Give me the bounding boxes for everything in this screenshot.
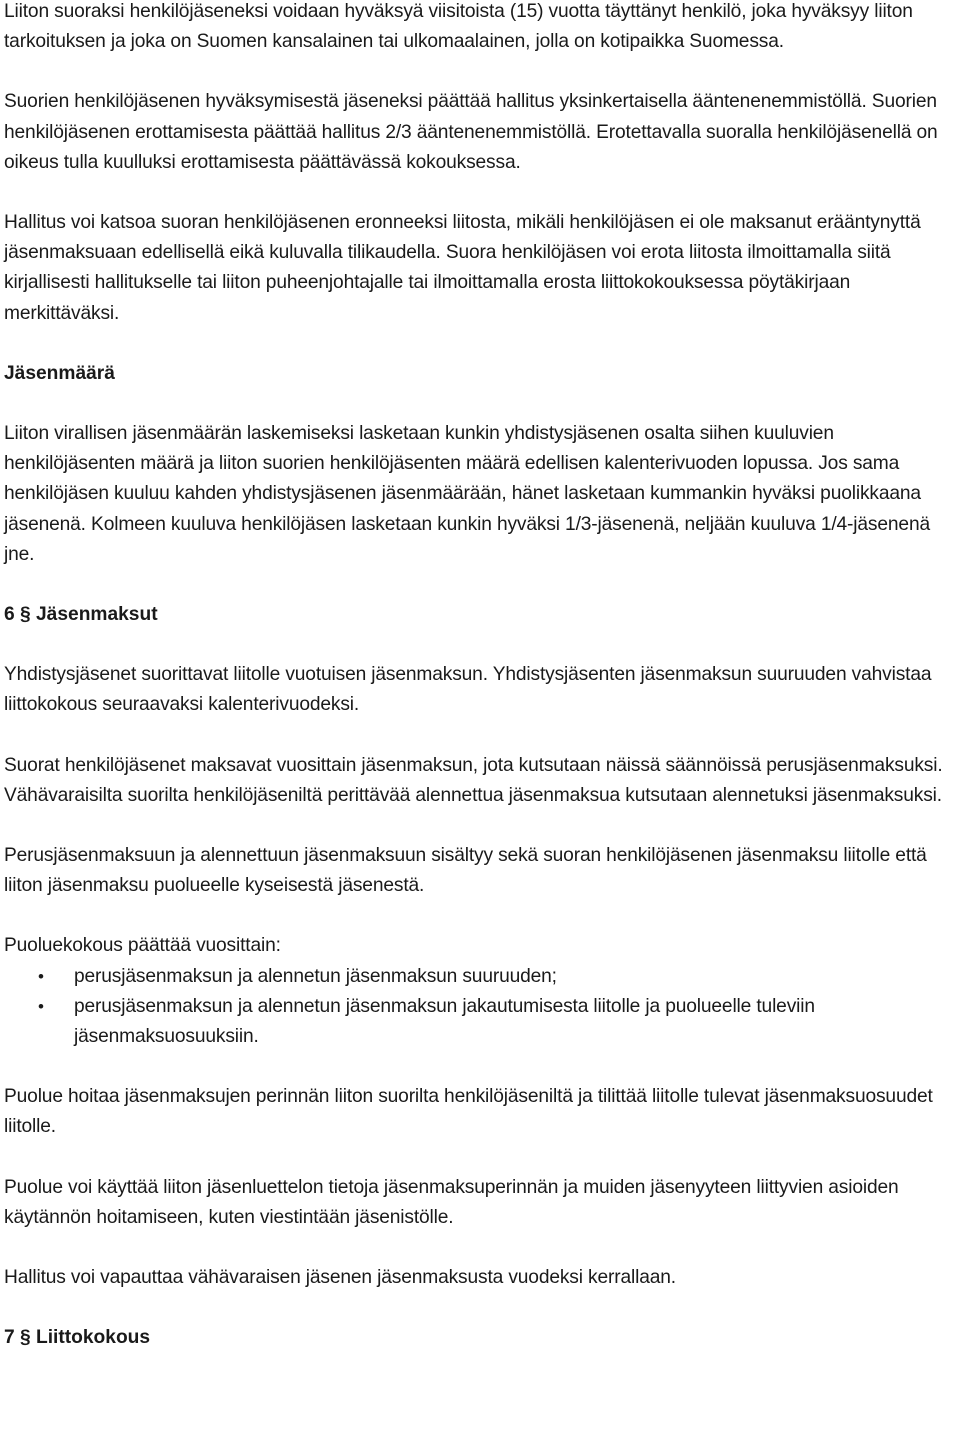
bullet-icon: •: [38, 966, 44, 986]
paragraph-fee-composition: Perusjäsenmaksuun ja alennettuun jäsenmaksuun sisältyy sekä suoran henkilöjäsenen jäsenmaksu liitolle että liiton jäsenmaksu puolueelle kyseisestä jäsenestä.: [4, 845, 927, 897]
paragraph-member-count: Liiton virallisen jäsenmäärän laskemiseksi lasketaan kunkin yhdistysjäsenen osalta siihen kuuluvien henkilöjäsenten määrä ja liiton suorien henkilöjäsenten määrä edellisen kalenterivuoden lopussa. Jos sama henkilöjäsen kuuluu kahden yhdistysjäsenen jäsenmäärään, hänet lasketaan kummankin hyväksi puolikkaana jäsenenä. Kolmeen kuuluva henkilöjäsen lasketaan kunkin hyväksi 1/3-jäsenenä, neljään kuuluva 1/4-jäsenenä jne.: [4, 423, 930, 565]
paragraph-member-register-use: Puolue voi käyttää liiton jäsenluettelon tietoja jäsenmaksuperinnän ja muiden jäsenyyteen liittyvien asioiden käytännön hoitamiseen, kuten viestintään jäsenistölle.: [4, 1176, 899, 1228]
paragraph-fee-collection: Puolue hoitaa jäsenmaksujen perinnän liiton suorilta henkilöjäseniltä ja tilittää liitolle tulevat jäsenmaksuosuudet liitolle.: [4, 1086, 933, 1138]
paragraph-resignation: Hallitus voi katsoa suoran henkilöjäsenen eronneeksi liitosta, mikäli henkilöjäsen ei ole maksanut erääntynyttä jäsenmaksuaan edellisellä eikä kuluvalla tilikaudella. Suora henkilöjäsen voi erota liitosta ilmoittamalla siitä kirjallisesti hallitukselle tai liiton puheenjohtajalle tai ilmoittamalla erosta liittokokouksessa pöytäkirjaan merkittäväksi.: [4, 212, 921, 324]
spacer: [4, 1143, 956, 1173]
spacer: [4, 1293, 956, 1323]
list-item: [4, 992, 956, 1052]
spacer: [4, 570, 956, 600]
document-page: [4, 0, 956, 1354]
spacer: [4, 57, 956, 87]
spacer: [4, 630, 956, 660]
paragraph-association-fees: Yhdistysjäsenet suorittavat liitolle vuotuisen jäsenmaksun. Yhdistysjäsenten jäsenmaksun suuruuden vahvistaa liittokokous seuraavaksi kalenterivuodeksi.: [4, 664, 932, 716]
heading-section-7: 7 § Liittokokous: [4, 1327, 151, 1349]
heading-jasenmaara: Jäsenmäärä: [4, 362, 115, 384]
paragraph-fee-exemption: Hallitus voi vapauttaa vähävaraisen jäsenen jäsenmaksusta vuodeksi kerrallaan.: [4, 1267, 676, 1289]
spacer: [4, 329, 956, 359]
list-item-text: perusjäsenmaksun ja alennetun jäsenmaksun suuruuden;: [74, 965, 557, 987]
paragraph-membership-eligibility: Liiton suoraksi henkilöjäseneksi voidaan hyväksyä viisitoista (15) vuotta täyttänyt henkilö, joka hyväksyy liiton tarkoituksen ja joka on Suomen kansalainen tai ulkomaalainen, jolla on kotipaikka Suomessa.: [4, 1, 913, 53]
paragraph-party-congress-decides: Puoluekokous päättää vuosittain:: [4, 935, 281, 957]
spacer: [4, 721, 956, 751]
paragraph-membership-acceptance: Suorien henkilöjäsenen hyväksymisestä jäseneksi päättää hallitus yksinkertaisella ääntenenemmistöllä. Suorien henkilöjäsenen erottamisesta päättää hallitus 2/3 ääntenenemmistöllä. Erotettavalla suoralla henkilöjäsenellä on oikeus tulla kuulluksi erottamisesta päättävässä kokouksessa.: [4, 91, 938, 173]
spacer: [4, 389, 956, 419]
bullet-icon: •: [38, 996, 44, 1016]
spacer: [4, 1233, 956, 1263]
list-item-text: perusjäsenmaksun ja alennetun jäsenmaksun jakautumisesta liitolle ja puolueelle tuleviin jäsenmaksuosuuksiin.: [74, 995, 815, 1048]
spacer: [4, 811, 956, 841]
spacer: [4, 1052, 956, 1082]
heading-section-6: 6 § Jäsenmaksut: [4, 604, 158, 626]
spacer: [4, 178, 956, 208]
decision-list: [4, 962, 956, 1053]
spacer: [4, 901, 956, 931]
paragraph-direct-member-fees: Suorat henkilöjäsenet maksavat vuosittain jäsenmaksun, jota kutsutaan näissä säännöissä perusjäsenmaksuksi. Vähävaraisilta suorilta henkilöjäseniltä perittävää alennettua jäsenmaksua kutsutaan alennetuksi jäsenmaksuksi.: [4, 754, 943, 806]
list-item: [4, 962, 956, 992]
